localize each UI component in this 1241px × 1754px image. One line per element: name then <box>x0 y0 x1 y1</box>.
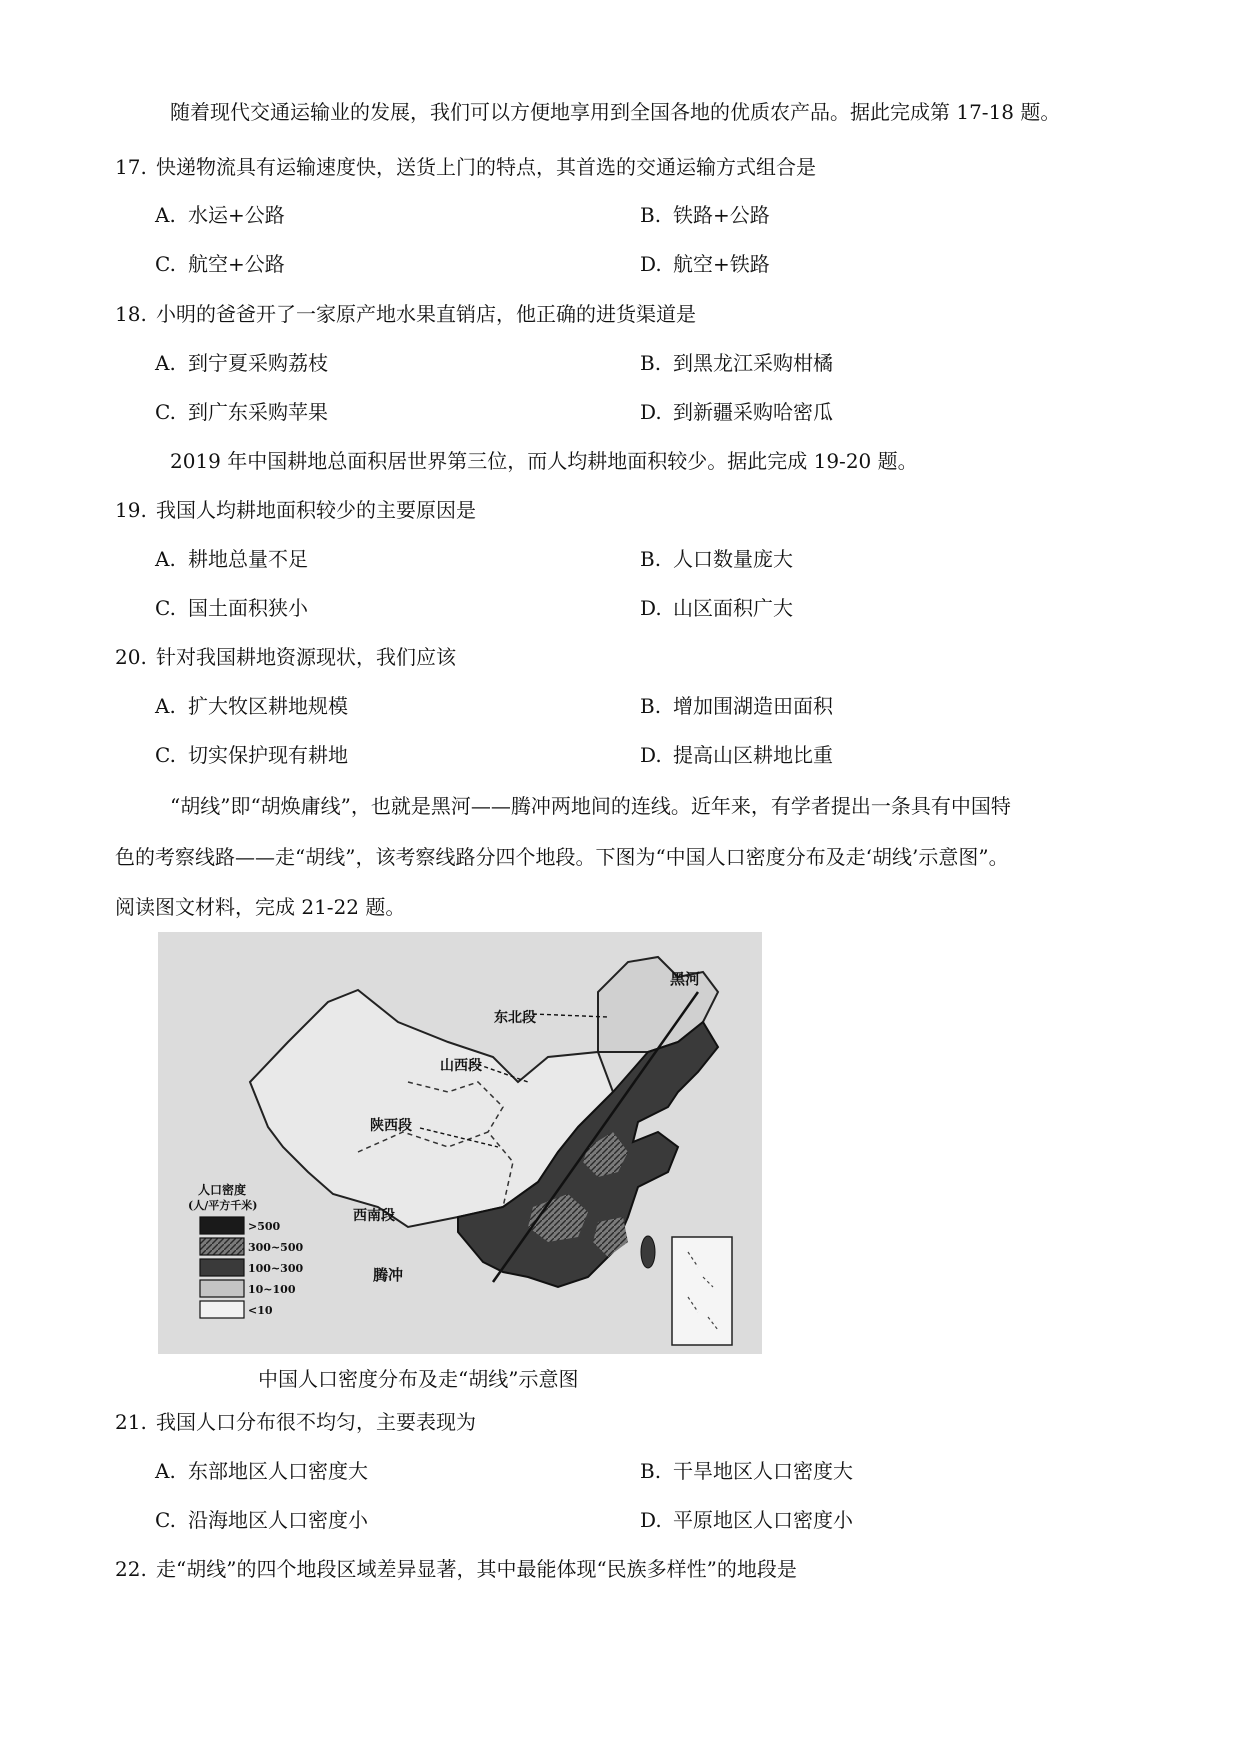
option-text: 国土面积狭小 <box>188 596 308 620</box>
option-label: D. <box>640 400 662 424</box>
segment-arrow <box>533 1014 608 1017</box>
intro-text-21-22-line1: “胡线”即“胡焕庸线”，也就是黑河——腾冲两地间的连线。近年来，有学者提出一条具有中国特 <box>170 794 1011 818</box>
option-label: A. <box>155 694 176 718</box>
option-19-b <box>640 545 793 573</box>
question-19 <box>115 496 476 524</box>
legend-label: <10 <box>248 1304 273 1317</box>
option-text: 水运+公路 <box>188 203 285 227</box>
intro-text-21-22-line2: 色的考察线路——走“胡线”，该考察线路分四个地段。下图为“中国人口密度分布及走‘胡线’示意图”。 <box>115 845 1009 869</box>
legend-swatch <box>200 1238 244 1255</box>
option-19-a <box>155 545 308 573</box>
intro-text-21-22-line3: 阅读图文材料，完成 21-22 题。 <box>115 895 406 919</box>
question-stem: 我国人均耕地面积较少的主要原因是 <box>156 498 476 522</box>
option-label: C. <box>155 596 176 620</box>
intro-text-19-20: 2019 年中国耕地总面积居世界第三位，而人均耕地面积较少。据此完成 19-20 题。 <box>170 449 918 473</box>
option-label: C. <box>155 400 176 424</box>
place-label-tengchong: 腾冲 <box>373 1266 404 1284</box>
option-text: 到黑龙江采购柑橘 <box>673 351 833 375</box>
option-label: D. <box>640 252 662 276</box>
option-label: A. <box>155 547 176 571</box>
option-18-a <box>155 349 328 377</box>
question-20 <box>115 643 456 671</box>
segment-label-shaanxi: 陕西段 <box>370 1118 412 1134</box>
population-density-map <box>158 932 762 1354</box>
map-caption: 中国人口密度分布及走“胡线”示意图 <box>258 1367 579 1391</box>
option-text: 耕地总量不足 <box>188 547 308 571</box>
question-number: 17. <box>115 155 147 179</box>
question-number: 18. <box>115 302 147 326</box>
option-label: D. <box>640 596 662 620</box>
option-18-b <box>640 349 833 377</box>
segment-label-northeast: 东北段 <box>494 1010 536 1026</box>
legend-label: 300~500 <box>248 1241 304 1254</box>
option-17-a <box>155 201 285 229</box>
option-20-b <box>640 692 833 720</box>
legend-swatch <box>200 1217 244 1234</box>
option-label: D. <box>640 743 662 767</box>
legend-unit: (人/平方千米) <box>188 1199 258 1212</box>
taiwan <box>641 1236 655 1268</box>
option-21-a <box>155 1457 368 1485</box>
question-number: 20. <box>115 645 147 669</box>
option-text: 扩大牧区耕地规模 <box>188 694 348 718</box>
option-18-d <box>640 398 833 426</box>
option-label: D. <box>640 1508 662 1532</box>
option-21-d <box>640 1506 853 1534</box>
option-label: B. <box>640 351 662 375</box>
legend-label: 100~300 <box>248 1262 304 1275</box>
option-label: A. <box>155 203 176 227</box>
option-text: 航空+公路 <box>188 252 285 276</box>
option-label: C. <box>155 252 176 276</box>
option-label: B. <box>640 203 662 227</box>
option-label: B. <box>640 547 662 571</box>
option-text: 增加围湖造田面积 <box>673 694 833 718</box>
option-label: A. <box>155 351 176 375</box>
question-17 <box>115 153 816 181</box>
option-18-c <box>155 398 328 426</box>
intro-text-17-18: 随着现代交通运输业的发展，我们可以方便地享用到全国各地的优质农产品。据此完成第 17-18 题。 <box>170 100 1061 124</box>
option-20-d <box>640 741 833 769</box>
option-label: A. <box>155 1459 176 1483</box>
option-17-d <box>640 250 770 278</box>
question-18 <box>115 300 696 328</box>
option-19-c <box>155 594 308 622</box>
place-label-heihe: 黑河 <box>670 970 701 988</box>
question-number: 22. <box>115 1557 147 1581</box>
option-label: B. <box>640 1459 662 1483</box>
question-number: 19. <box>115 498 147 522</box>
option-20-c <box>155 741 348 769</box>
question-stem: 小明的爸爸开了一家原产地水果直销店，他正确的进货渠道是 <box>156 302 696 326</box>
legend-swatch <box>200 1301 244 1318</box>
option-text: 人口数量庞大 <box>673 547 793 571</box>
question-stem: 走“胡线”的四个地段区域差异显著，其中最能体现“民族多样性”的地段是 <box>156 1557 797 1581</box>
question-21 <box>115 1408 476 1436</box>
legend-swatch <box>200 1280 244 1297</box>
legend-title: 人口密度 <box>198 1183 247 1197</box>
option-text: 到宁夏采购荔枝 <box>188 351 328 375</box>
option-text: 到新疆采购哈密瓜 <box>673 400 833 424</box>
option-label: C. <box>155 1508 176 1532</box>
option-text: 东部地区人口密度大 <box>188 1459 368 1483</box>
question-22 <box>115 1555 797 1583</box>
option-text: 平原地区人口密度小 <box>673 1508 853 1532</box>
option-text: 提高山区耕地比重 <box>673 743 833 767</box>
option-text: 干旱地区人口密度大 <box>673 1459 853 1483</box>
question-stem: 针对我国耕地资源现状，我们应该 <box>156 645 456 669</box>
option-text: 沿海地区人口密度小 <box>188 1508 368 1532</box>
option-text: 铁路+公路 <box>673 203 770 227</box>
option-17-b <box>640 201 770 229</box>
option-21-c <box>155 1506 368 1534</box>
option-21-b <box>640 1457 853 1485</box>
legend-swatch <box>200 1259 244 1276</box>
option-text: 切实保护现有耕地 <box>188 743 348 767</box>
map-legend <box>188 1182 303 1318</box>
option-20-a <box>155 692 348 720</box>
south-china-sea-inset <box>672 1237 732 1345</box>
legend-label: >500 <box>248 1220 281 1233</box>
china-map-illustration <box>158 932 762 1354</box>
option-text: 到广东采购苹果 <box>188 400 328 424</box>
option-label: B. <box>640 694 662 718</box>
option-17-c <box>155 250 285 278</box>
question-stem: 我国人口分布很不均匀，主要表现为 <box>156 1410 476 1434</box>
legend-label: 10~100 <box>248 1283 296 1296</box>
option-label: C. <box>155 743 176 767</box>
option-19-d <box>640 594 793 622</box>
option-text: 航空+铁路 <box>673 252 770 276</box>
question-number: 21. <box>115 1410 147 1434</box>
option-text: 山区面积广大 <box>673 596 793 620</box>
segment-label-southwest: 西南段 <box>353 1208 395 1224</box>
segment-label-shanxi: 山西段 <box>440 1058 482 1074</box>
question-stem: 快递物流具有运输速度快，送货上门的特点，其首选的交通运输方式组合是 <box>156 155 816 179</box>
